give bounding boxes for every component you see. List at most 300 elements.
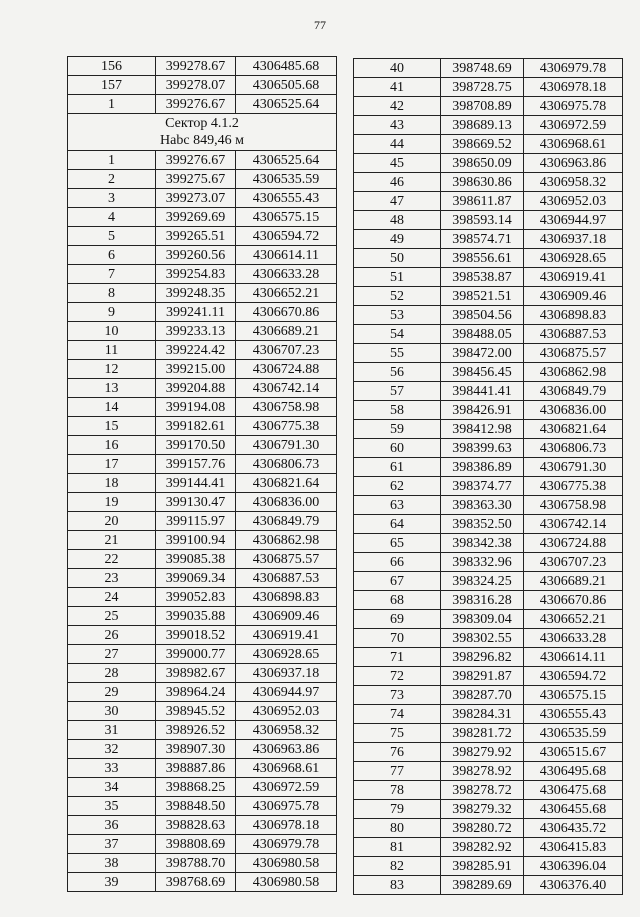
point-number-cell: 62 [354, 477, 441, 496]
point-number-cell: 43 [354, 116, 441, 135]
section-title: Сектор 4.1.2 [165, 116, 239, 131]
x-coordinate-cell: 398278.72 [441, 781, 524, 800]
y-coordinate-cell: 4306775.38 [524, 477, 623, 496]
x-coordinate-cell: 398296.82 [441, 648, 524, 667]
y-coordinate-cell: 4306555.43 [524, 705, 623, 724]
point-number-cell: 41 [354, 78, 441, 97]
point-number-cell: 16 [68, 436, 156, 455]
point-number-cell: 22 [68, 550, 156, 569]
x-coordinate-cell: 398291.87 [441, 667, 524, 686]
y-coordinate-cell: 4306505.68 [236, 76, 337, 95]
x-coordinate-cell: 398868.25 [156, 778, 236, 797]
point-number-cell: 74 [354, 705, 441, 724]
x-coordinate-cell: 398284.31 [441, 705, 524, 724]
table-row [354, 781, 623, 800]
point-number-cell: 38 [68, 854, 156, 873]
table-row [68, 531, 337, 550]
y-coordinate-cell: 4306535.59 [524, 724, 623, 743]
x-coordinate-cell: 398907.30 [156, 740, 236, 759]
y-coordinate-cell: 4306652.21 [236, 284, 337, 303]
point-number-cell: 80 [354, 819, 441, 838]
y-coordinate-cell: 4306525.64 [236, 95, 337, 114]
x-coordinate-cell: 398456.45 [441, 363, 524, 382]
y-coordinate-cell: 4306875.57 [524, 344, 623, 363]
table-row [68, 208, 337, 227]
y-coordinate-cell: 4306909.46 [236, 607, 337, 626]
point-number-cell: 46 [354, 173, 441, 192]
x-coordinate-cell: 398399.63 [441, 439, 524, 458]
point-number-cell: 48 [354, 211, 441, 230]
table-row [354, 534, 623, 553]
table-row [68, 607, 337, 626]
x-coordinate-cell: 399233.13 [156, 322, 236, 341]
point-number-cell: 61 [354, 458, 441, 477]
y-coordinate-cell: 4306909.46 [524, 287, 623, 306]
x-coordinate-cell: 398964.24 [156, 683, 236, 702]
left-table-rows-before [68, 57, 337, 114]
point-number-cell: 63 [354, 496, 441, 515]
x-coordinate-cell: 398302.55 [441, 629, 524, 648]
table-row [354, 572, 623, 591]
table-row [68, 759, 337, 778]
x-coordinate-cell: 398316.28 [441, 591, 524, 610]
table-row [354, 667, 623, 686]
point-number-cell: 27 [68, 645, 156, 664]
table-row [68, 227, 337, 246]
point-number-cell: 23 [68, 569, 156, 588]
point-number-cell: 73 [354, 686, 441, 705]
point-number-cell: 67 [354, 572, 441, 591]
table-row [68, 246, 337, 265]
y-coordinate-cell: 4306614.11 [524, 648, 623, 667]
x-coordinate-cell: 398945.52 [156, 702, 236, 721]
y-coordinate-cell: 4306821.64 [524, 420, 623, 439]
point-number-cell: 1 [68, 151, 156, 170]
x-coordinate-cell: 398768.69 [156, 873, 236, 892]
y-coordinate-cell: 4306968.61 [524, 135, 623, 154]
x-coordinate-cell: 399276.67 [156, 95, 236, 114]
y-coordinate-cell: 4306670.86 [524, 591, 623, 610]
x-coordinate-cell: 399194.08 [156, 398, 236, 417]
y-coordinate-cell: 4306724.88 [236, 360, 337, 379]
point-number-cell: 36 [68, 816, 156, 835]
x-coordinate-cell: 399276.67 [156, 151, 236, 170]
table-row [68, 170, 337, 189]
point-number-cell: 34 [68, 778, 156, 797]
point-number-cell: 51 [354, 268, 441, 287]
table-row [68, 664, 337, 683]
point-number-cell: 4 [68, 208, 156, 227]
y-coordinate-cell: 4306707.23 [524, 553, 623, 572]
table-row [68, 588, 337, 607]
table-row [354, 420, 623, 439]
x-coordinate-cell: 398926.52 [156, 721, 236, 740]
point-number-cell: 156 [68, 57, 156, 76]
table-row [68, 284, 337, 303]
y-coordinate-cell: 4306952.03 [236, 702, 337, 721]
y-coordinate-cell: 4306495.68 [524, 762, 623, 781]
table-row [68, 569, 337, 588]
table-row [68, 626, 337, 645]
x-coordinate-cell: 398287.70 [441, 686, 524, 705]
point-number-cell: 44 [354, 135, 441, 154]
y-coordinate-cell: 4306952.03 [524, 192, 623, 211]
y-coordinate-cell: 4306475.68 [524, 781, 623, 800]
table-row [354, 401, 623, 420]
y-coordinate-cell: 4306758.98 [524, 496, 623, 515]
table-row [68, 303, 337, 322]
table-row [354, 173, 623, 192]
table-row [68, 873, 337, 892]
x-coordinate-cell: 398472.00 [441, 344, 524, 363]
x-coordinate-cell: 398593.14 [441, 211, 524, 230]
y-coordinate-cell: 4306849.79 [524, 382, 623, 401]
point-number-cell: 3 [68, 189, 156, 208]
point-number-cell: 83 [354, 876, 441, 895]
table-row [68, 265, 337, 284]
y-coordinate-cell: 4306928.65 [236, 645, 337, 664]
point-number-cell: 72 [354, 667, 441, 686]
point-number-cell: 7 [68, 265, 156, 284]
point-number-cell: 68 [354, 591, 441, 610]
x-coordinate-cell: 398279.92 [441, 743, 524, 762]
x-coordinate-cell: 399069.34 [156, 569, 236, 588]
left-coordinates-table [67, 56, 337, 892]
point-number-cell: 10 [68, 322, 156, 341]
y-coordinate-cell: 4306575.15 [236, 208, 337, 227]
y-coordinate-cell: 4306836.00 [524, 401, 623, 420]
x-coordinate-cell: 398669.52 [441, 135, 524, 154]
point-number-cell: 75 [354, 724, 441, 743]
point-number-cell: 1 [68, 95, 156, 114]
right-coordinates-table [353, 58, 623, 895]
y-coordinate-cell: 4306944.97 [236, 683, 337, 702]
table-row [354, 648, 623, 667]
table-row [68, 360, 337, 379]
table-row [354, 743, 623, 762]
x-coordinate-cell: 398848.50 [156, 797, 236, 816]
point-number-cell: 157 [68, 76, 156, 95]
point-number-cell: 14 [68, 398, 156, 417]
table-row [354, 268, 623, 287]
table-row [68, 76, 337, 95]
table-row [354, 515, 623, 534]
table-row [68, 341, 337, 360]
point-number-cell: 39 [68, 873, 156, 892]
point-number-cell: 78 [354, 781, 441, 800]
point-number-cell: 30 [68, 702, 156, 721]
table-row [354, 496, 623, 515]
point-number-cell: 32 [68, 740, 156, 759]
x-coordinate-cell: 398386.89 [441, 458, 524, 477]
table-row [354, 439, 623, 458]
x-coordinate-cell: 398538.87 [441, 268, 524, 287]
table-row [354, 553, 623, 572]
y-coordinate-cell: 4306758.98 [236, 398, 337, 417]
point-number-cell: 53 [354, 306, 441, 325]
point-number-cell: 57 [354, 382, 441, 401]
point-number-cell: 40 [354, 59, 441, 78]
x-coordinate-cell: 399100.94 [156, 531, 236, 550]
point-number-cell: 2 [68, 170, 156, 189]
y-coordinate-cell: 4306415.83 [524, 838, 623, 857]
y-coordinate-cell: 4306958.32 [236, 721, 337, 740]
y-coordinate-cell: 4306978.18 [524, 78, 623, 97]
y-coordinate-cell: 4306979.78 [236, 835, 337, 854]
y-coordinate-cell: 4306485.68 [236, 57, 337, 76]
y-coordinate-cell: 4306975.78 [524, 97, 623, 116]
point-number-cell: 66 [354, 553, 441, 572]
x-coordinate-cell: 399085.38 [156, 550, 236, 569]
x-coordinate-cell: 398374.77 [441, 477, 524, 496]
y-coordinate-cell: 4306958.32 [524, 173, 623, 192]
y-coordinate-cell: 4306525.64 [236, 151, 337, 170]
x-coordinate-cell: 398332.96 [441, 553, 524, 572]
table-row [68, 835, 337, 854]
table-row [68, 493, 337, 512]
table-row [354, 287, 623, 306]
table-row [68, 322, 337, 341]
point-number-cell: 59 [354, 420, 441, 439]
y-coordinate-cell: 4306898.83 [524, 306, 623, 325]
table-row [68, 455, 337, 474]
y-coordinate-cell: 4306707.23 [236, 341, 337, 360]
y-coordinate-cell: 4306742.14 [524, 515, 623, 534]
point-number-cell: 20 [68, 512, 156, 531]
table-row [354, 325, 623, 344]
table-row [354, 192, 623, 211]
y-coordinate-cell: 4306975.78 [236, 797, 337, 816]
table-row [354, 819, 623, 838]
y-coordinate-cell: 4306862.98 [524, 363, 623, 382]
point-number-cell: 28 [68, 664, 156, 683]
table-row [354, 458, 623, 477]
point-number-cell: 19 [68, 493, 156, 512]
point-number-cell: 8 [68, 284, 156, 303]
x-coordinate-cell: 398278.92 [441, 762, 524, 781]
point-number-cell: 52 [354, 287, 441, 306]
table-row [354, 154, 623, 173]
point-number-cell: 33 [68, 759, 156, 778]
y-coordinate-cell: 4306594.72 [524, 667, 623, 686]
table-row [354, 705, 623, 724]
y-coordinate-cell: 4306849.79 [236, 512, 337, 531]
y-coordinate-cell: 4306515.67 [524, 743, 623, 762]
y-coordinate-cell: 4306652.21 [524, 610, 623, 629]
table-row [68, 398, 337, 417]
x-coordinate-cell: 398982.67 [156, 664, 236, 683]
table-row [68, 854, 337, 873]
point-number-cell: 42 [354, 97, 441, 116]
section-header-row [68, 114, 337, 151]
x-coordinate-cell: 399204.88 [156, 379, 236, 398]
x-coordinate-cell: 399265.51 [156, 227, 236, 246]
y-coordinate-cell: 4306806.73 [236, 455, 337, 474]
x-coordinate-cell: 399275.67 [156, 170, 236, 189]
table-row [354, 762, 623, 781]
table-row [354, 477, 623, 496]
point-number-cell: 17 [68, 455, 156, 474]
table-row [354, 344, 623, 363]
point-number-cell: 45 [354, 154, 441, 173]
y-coordinate-cell: 4306944.97 [524, 211, 623, 230]
table-row [354, 382, 623, 401]
table-row [68, 151, 337, 170]
x-coordinate-cell: 398285.91 [441, 857, 524, 876]
y-coordinate-cell: 4306670.86 [236, 303, 337, 322]
point-number-cell: 65 [354, 534, 441, 553]
y-coordinate-cell: 4306633.28 [524, 629, 623, 648]
x-coordinate-cell: 398689.13 [441, 116, 524, 135]
point-number-cell: 6 [68, 246, 156, 265]
table-row [354, 610, 623, 629]
x-coordinate-cell: 399000.77 [156, 645, 236, 664]
table-row [68, 95, 337, 114]
x-coordinate-cell: 398521.51 [441, 287, 524, 306]
point-number-cell: 81 [354, 838, 441, 857]
y-coordinate-cell: 4306724.88 [524, 534, 623, 553]
x-coordinate-cell: 398280.72 [441, 819, 524, 838]
right-table-rows [354, 59, 623, 895]
point-number-cell: 24 [68, 588, 156, 607]
table-row [354, 686, 623, 705]
point-number-cell: 60 [354, 439, 441, 458]
point-number-cell: 56 [354, 363, 441, 382]
y-coordinate-cell: 4306980.58 [236, 873, 337, 892]
x-coordinate-cell: 398279.32 [441, 800, 524, 819]
x-coordinate-cell: 398324.25 [441, 572, 524, 591]
point-number-cell: 11 [68, 341, 156, 360]
table-row [354, 135, 623, 154]
page-number: 77 [314, 18, 326, 32]
table-row [68, 816, 337, 835]
point-number-cell: 54 [354, 325, 441, 344]
y-coordinate-cell: 4306791.30 [524, 458, 623, 477]
table-row [68, 550, 337, 569]
x-coordinate-cell: 399278.07 [156, 76, 236, 95]
x-coordinate-cell: 398887.86 [156, 759, 236, 778]
point-number-cell: 79 [354, 800, 441, 819]
x-coordinate-cell: 399241.11 [156, 303, 236, 322]
y-coordinate-cell: 4306376.40 [524, 876, 623, 895]
point-number-cell: 37 [68, 835, 156, 854]
y-coordinate-cell: 4306614.11 [236, 246, 337, 265]
x-coordinate-cell: 399248.35 [156, 284, 236, 303]
table-row [354, 78, 623, 97]
table-row [354, 838, 623, 857]
x-coordinate-cell: 399182.61 [156, 417, 236, 436]
x-coordinate-cell: 399278.67 [156, 57, 236, 76]
table-row [354, 306, 623, 325]
table-row [68, 645, 337, 664]
point-number-cell: 64 [354, 515, 441, 534]
x-coordinate-cell: 399052.83 [156, 588, 236, 607]
section-area: Наbс 849,46 м [160, 133, 244, 148]
table-row [354, 249, 623, 268]
x-coordinate-cell: 398412.98 [441, 420, 524, 439]
point-number-cell: 58 [354, 401, 441, 420]
table-row [68, 797, 337, 816]
x-coordinate-cell: 399018.52 [156, 626, 236, 645]
table-row [354, 724, 623, 743]
x-coordinate-cell: 398748.69 [441, 59, 524, 78]
x-coordinate-cell: 398556.61 [441, 249, 524, 268]
point-number-cell: 70 [354, 629, 441, 648]
point-number-cell: 25 [68, 607, 156, 626]
x-coordinate-cell: 399269.69 [156, 208, 236, 227]
point-number-cell: 13 [68, 379, 156, 398]
x-coordinate-cell: 398650.09 [441, 154, 524, 173]
point-number-cell: 35 [68, 797, 156, 816]
x-coordinate-cell: 398352.50 [441, 515, 524, 534]
table-row [68, 512, 337, 531]
x-coordinate-cell: 398309.04 [441, 610, 524, 629]
point-number-cell: 76 [354, 743, 441, 762]
point-number-cell: 50 [354, 249, 441, 268]
x-coordinate-cell: 398728.75 [441, 78, 524, 97]
table-row [354, 116, 623, 135]
x-coordinate-cell: 398289.69 [441, 876, 524, 895]
table-row [68, 740, 337, 759]
point-number-cell: 5 [68, 227, 156, 246]
y-coordinate-cell: 4306898.83 [236, 588, 337, 607]
table-row [68, 721, 337, 740]
section-header-cell [68, 114, 337, 151]
y-coordinate-cell: 4306972.59 [524, 116, 623, 135]
y-coordinate-cell: 4306594.72 [236, 227, 337, 246]
x-coordinate-cell: 398788.70 [156, 854, 236, 873]
y-coordinate-cell: 4306435.72 [524, 819, 623, 838]
point-number-cell: 26 [68, 626, 156, 645]
y-coordinate-cell: 4306963.86 [524, 154, 623, 173]
y-coordinate-cell: 4306968.61 [236, 759, 337, 778]
y-coordinate-cell: 4306928.65 [524, 249, 623, 268]
table-row [354, 211, 623, 230]
point-number-cell: 21 [68, 531, 156, 550]
table-row [68, 778, 337, 797]
y-coordinate-cell: 4306535.59 [236, 170, 337, 189]
y-coordinate-cell: 4306963.86 [236, 740, 337, 759]
x-coordinate-cell: 398363.30 [441, 496, 524, 515]
point-number-cell: 49 [354, 230, 441, 249]
table-row [354, 629, 623, 648]
y-coordinate-cell: 4306972.59 [236, 778, 337, 797]
x-coordinate-cell: 398426.91 [441, 401, 524, 420]
point-number-cell: 69 [354, 610, 441, 629]
x-coordinate-cell: 398342.38 [441, 534, 524, 553]
y-coordinate-cell: 4306875.57 [236, 550, 337, 569]
x-coordinate-cell: 399260.56 [156, 246, 236, 265]
x-coordinate-cell: 398611.87 [441, 192, 524, 211]
y-coordinate-cell: 4306836.00 [236, 493, 337, 512]
y-coordinate-cell: 4306633.28 [236, 265, 337, 284]
x-coordinate-cell: 399224.42 [156, 341, 236, 360]
y-coordinate-cell: 4306689.21 [524, 572, 623, 591]
table-row [354, 876, 623, 895]
point-number-cell: 55 [354, 344, 441, 363]
point-number-cell: 12 [68, 360, 156, 379]
point-number-cell: 9 [68, 303, 156, 322]
y-coordinate-cell: 4306821.64 [236, 474, 337, 493]
table-row [68, 474, 337, 493]
y-coordinate-cell: 4306887.53 [524, 325, 623, 344]
y-coordinate-cell: 4306689.21 [236, 322, 337, 341]
point-number-cell: 31 [68, 721, 156, 740]
point-number-cell: 82 [354, 857, 441, 876]
y-coordinate-cell: 4306396.04 [524, 857, 623, 876]
x-coordinate-cell: 398441.41 [441, 382, 524, 401]
point-number-cell: 15 [68, 417, 156, 436]
